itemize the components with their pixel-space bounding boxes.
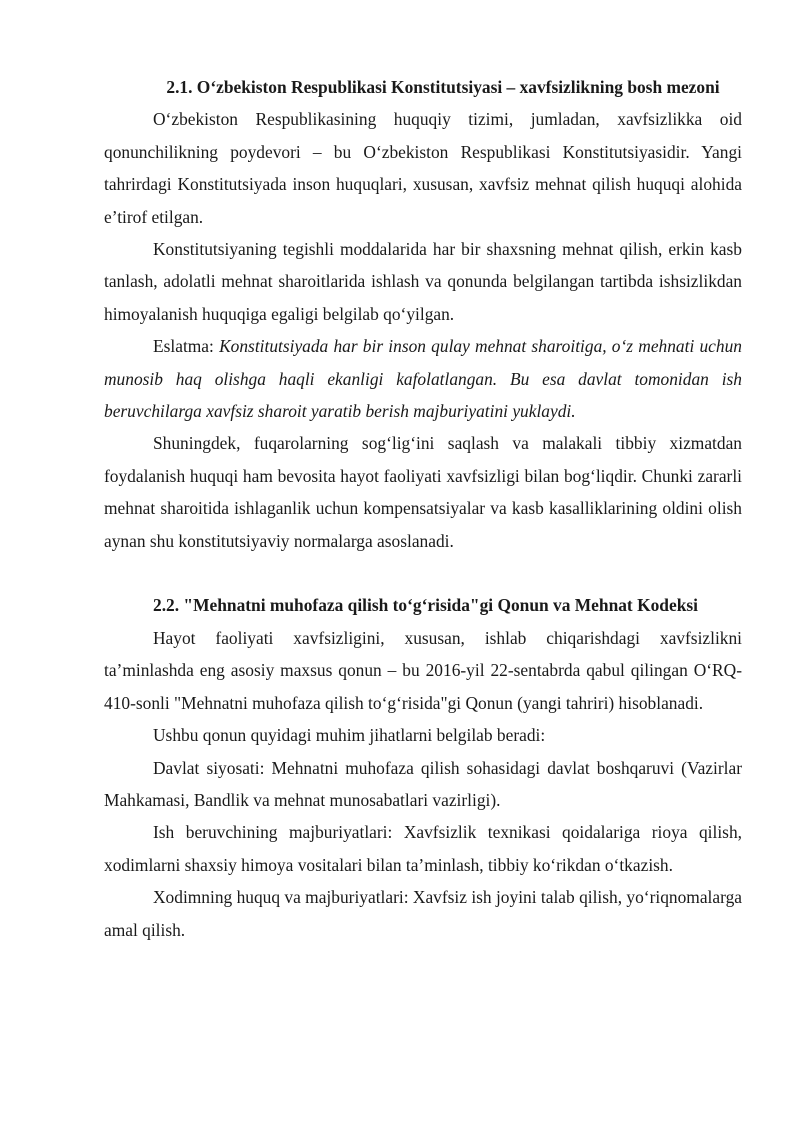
list-item: Ish beruvchining majburiyatlari: Xavfsizlik texnikasi qoidalariga rioya qilish, xodimlarni shaxsiy himoya vositalari bilan ta’minlash, tibbiy ko‘rikdan o‘tkazish. xyxy=(104,822,742,875)
page-content xyxy=(104,71,742,946)
paragraph: O‘zbekiston Respublikasining huquqiy tizimi, jumladan, xavfsizlikka oid qonunchilikning poydevori – bu O‘zbekiston Respublikasi Konstitutsiyasidir. Yangi tahrirdagi Konstitutsiyada inson huquqlari, xususan, xavfsiz mehnat qilish huquqi alohida e’tirof etilgan. xyxy=(104,109,742,227)
paragraph: Konstitutsiyaning tegishli moddalarida har bir shaxsning mehnat qilish, erkin kasb tanlash, adolatli mehnat sharoitlarida ishlash va qonunda belgilangan tartibda ishsizlikdan himoyalanish huquqiga egaligi belgilab qo‘yilgan. xyxy=(104,239,742,324)
section-2-2-heading: 2.2. "Mehnatni muhofaza qilish to‘g‘risida"gi Qonun va Mehnat Kodeksi xyxy=(153,595,698,616)
section-spacer xyxy=(104,557,742,589)
paragraph: Ushbu qonun quyidagi muhim jihatlarni belgilab beradi: xyxy=(153,725,546,746)
list-item: Xodimning huquq va majburiyatlari: Xavfsiz ish joyini talab qilish, yo‘riqnomalarga amal qilish. xyxy=(104,887,742,940)
paragraph: Hayot faoliyati xavfsizligini, xususan, ishlab chiqarishdagi xavfsizlikni ta’minlashda eng asosiy maxsus qonun – bu 2016-yil 22-sentabrda qabul qilingan O‘RQ-410-sonli "Mehnatni muhofaza qilish to‘g‘risida"gi Qonun (yangi tahriri) hisoblanadi. xyxy=(104,627,742,713)
note-label: Eslatma: xyxy=(153,336,214,357)
paragraph: Shuningdek, fuqarolarning sog‘lig‘ini saqlash va malakali tibbiy xizmatdan foydalanish huquqi ham bevosita hayot faoliyati xavfsizligi bilan bog‘liqdir. Chunki zararli mehnat sharoitida ishlaganlik uchun kompensatsiyalar va kasb kasalliklarining oldini olish aynan shu konstitutsiyaviy normalarga asoslanadi. xyxy=(104,433,742,551)
section-2-1-heading: 2.1. O‘zbekiston Respublikasi Konstitutsiyasi – xavfsizlikning bosh mezoni xyxy=(166,77,720,97)
list-item: Davlat siyosati: Mehnatni muhofaza qilish sohasidagi davlat boshqaruvi (Vazirlar Mahkamasi, Bandlik va mehnat munosabatlari vazirligi). xyxy=(104,757,742,810)
note-paragraph xyxy=(104,330,742,427)
note-text: Konstitutsiyada har bir inson qulay mehnat sharoitiga, o‘z mehnati uchun munosib haq olishga haqli ekanligi kafolatlangan. Bu esa davlat tomonidan ish beruvchilarga xavfsiz sharoit yaratib berish majburiyatini yuklaydi. xyxy=(104,336,742,422)
